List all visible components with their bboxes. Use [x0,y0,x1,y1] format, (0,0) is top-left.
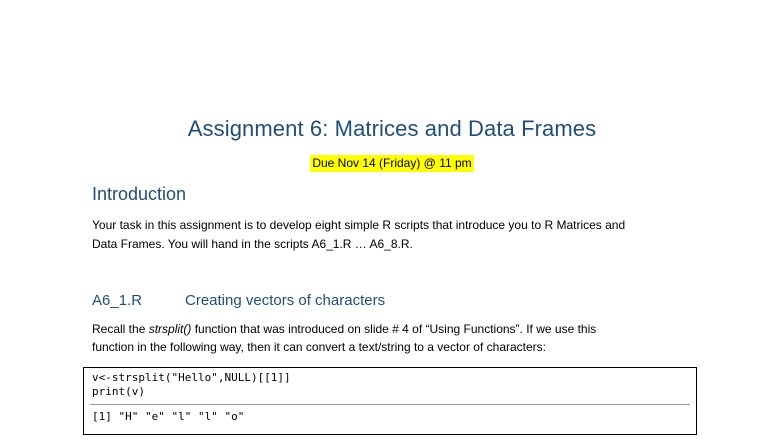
section-title: Creating vectors of characters [185,292,386,309]
page-title: Assignment 6: Matrices and Data Frames [187,116,597,141]
code-output-divider [90,404,690,405]
recall-text-end: function that was introduced on slide # 4 of “Using Functions”. If we use this [191,322,597,336]
recall-paragraph [92,320,692,356]
introduction-heading: Introduction [92,184,187,204]
section-heading [92,292,385,309]
code-output: [1] "H" "e" "l" "l" "o" [92,410,245,423]
due-date-line [0,154,784,172]
recall-text-start: Recall the [92,322,149,336]
code-block [83,367,697,435]
due-date-highlight: Due Nov 14 (Friday) @ 11 pm [312,156,472,170]
recall-line-2: function in the following way, then it can convert a text/string to a vector of characters: [92,340,547,354]
code-line-2: print(v) [92,385,145,398]
introduction-line-2: Data Frames. You will hand in the scripts A6_1.R … A6_8.R. [92,237,413,251]
function-name: strsplit() [148,322,192,336]
introduction-line-1: Your task in this assignment is to develop eight simple R scripts that introduce you to R Matrices and [92,218,626,232]
code-line-1: v<-strsplit("Hello",NULL)[[1]] [92,371,291,384]
introduction-paragraph [92,216,700,254]
section-id: A6_1.R [92,292,143,309]
recall-line-1 [92,320,692,338]
